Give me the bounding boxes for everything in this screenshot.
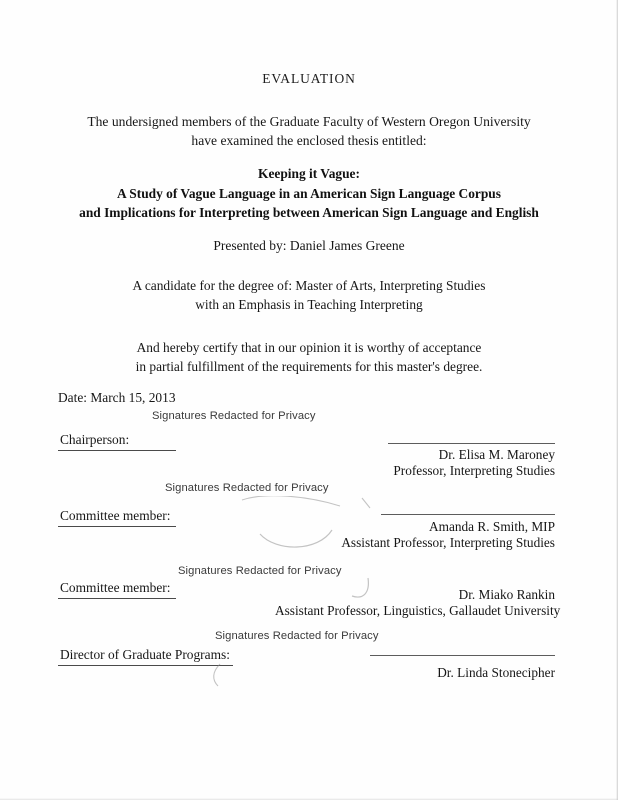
signatory-title-1: Professor, Interpreting Studies: [393, 463, 555, 478]
thesis-title: [0, 164, 618, 223]
signature-rule-4: [370, 655, 555, 656]
redaction-notice-4: Signatures Redacted for Privacy: [215, 630, 379, 642]
signature-rule-2: [381, 514, 555, 515]
date-line: Date: March 15, 2013: [58, 390, 176, 405]
certification-statement: [0, 339, 618, 376]
signatory-name-4: Dr. Linda Stonecipher: [437, 665, 555, 680]
degree-line-1: A candidate for the degree of: Master of Arts, Interpreting Studies: [132, 278, 486, 293]
role-rule-chairperson: [58, 450, 176, 451]
role-label-committee-member-2: Committee member:: [60, 580, 171, 595]
role-label-committee-member-1: Committee member:: [60, 508, 171, 523]
thesis-title-line-2: A Study of Vague Language in an American Sign Language Corpus: [117, 185, 501, 201]
intro-paragraph: [0, 112, 618, 150]
thesis-title-line-3: and Implications for Interpreting between American Sign Language and English: [79, 205, 539, 220]
role-rule-director: [58, 665, 233, 666]
signature-rule-1: [388, 443, 555, 444]
presented-by: Presented by: Daniel James Greene: [213, 238, 405, 253]
redaction-notice-3: Signatures Redacted for Privacy: [178, 565, 342, 577]
role-label-director: Director of Graduate Programs:: [60, 647, 230, 662]
signatory-title-2: Assistant Professor, Interpreting Studies: [341, 535, 555, 550]
thesis-title-line-1: Keeping it Vague:: [258, 166, 360, 181]
intro-line-2: have examined the enclosed thesis entitled:: [191, 133, 427, 148]
role-rule-committee-member-2: [58, 598, 176, 599]
signatory-name-2: Amanda R. Smith, MIP: [429, 519, 555, 534]
certify-line-2: in partial fulfillment of the requirements for this master's degree.: [135, 358, 483, 374]
signatory-name-3: Dr. Miako Rankin: [458, 587, 555, 602]
signatory-name-1: Dr. Elisa M. Maroney: [438, 447, 555, 462]
redaction-notice-2: Signatures Redacted for Privacy: [165, 482, 329, 494]
degree-line-2: with an Emphasis in Teaching Interpreting: [195, 296, 423, 312]
role-label-chairperson: Chairperson:: [60, 432, 130, 447]
signatory-title-3: Assistant Professor, Linguistics, Gallaudet University: [275, 603, 561, 618]
redaction-notice-1: Signatures Redacted for Privacy: [152, 410, 316, 422]
role-rule-committee-member-1: [58, 526, 176, 527]
page-title: EVALUATION: [262, 71, 356, 86]
degree-statement: [0, 277, 618, 314]
intro-line-1: The undersigned members of the Graduate Faculty of Western Oregon University: [87, 114, 531, 129]
certify-line-1: And hereby certify that in our opinion it is worthy of acceptance: [136, 340, 482, 355]
